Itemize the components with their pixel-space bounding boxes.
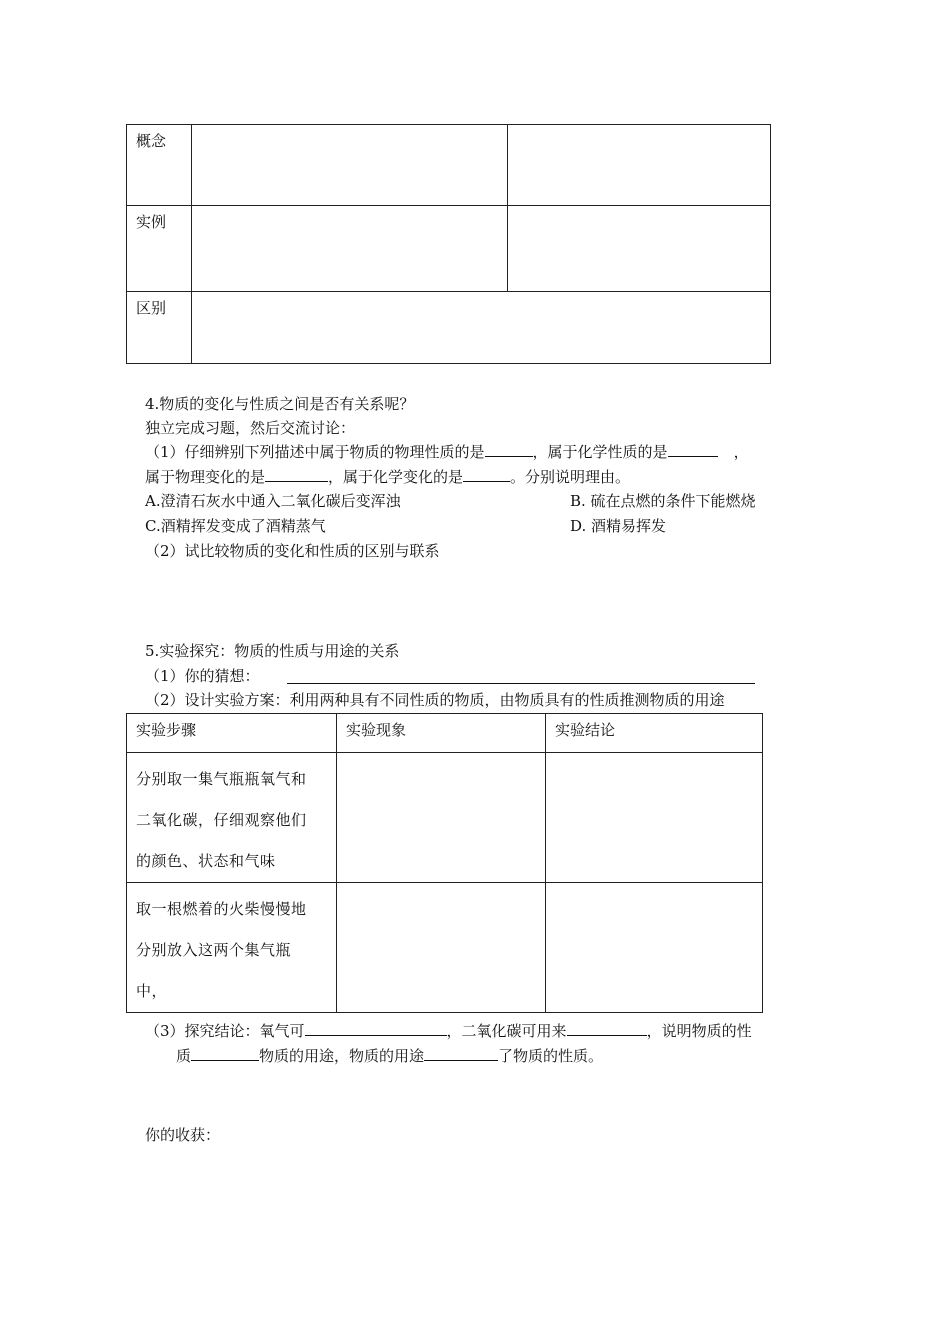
- option-b: B. 硫在点燃的条件下能燃烧: [570, 492, 756, 510]
- header-phenomena: 实验现象: [337, 714, 546, 753]
- comparison-table: [126, 124, 771, 364]
- experiment-table: [126, 713, 763, 1013]
- blank-chemical-change[interactable]: [463, 467, 510, 482]
- blank-oxygen-use[interactable]: [305, 1021, 447, 1036]
- option-d: D. 酒精易挥发: [570, 517, 667, 535]
- phenomena-cell-2[interactable]: [337, 883, 546, 1013]
- row-label-example: 实例: [127, 206, 192, 292]
- row-label-concept: 概念: [127, 125, 192, 206]
- conclusion-cell-1[interactable]: [546, 753, 763, 883]
- blank-physical-change[interactable]: [265, 467, 328, 482]
- step-2-cell: [127, 883, 337, 1013]
- concept-cell-1[interactable]: [192, 125, 508, 206]
- step-1-line: 二氧化碳，仔细观察他们: [136, 811, 307, 829]
- q5-conclusion-line2: 质 物质的用途，物质的用途 了物质的性质。: [176, 1047, 604, 1065]
- q4-title: 4.物质的变化与性质之间是否有关系呢？: [145, 395, 415, 413]
- q5-design: （2）设计实验方案：利用两种具有不同性质的物质，由物质具有的性质推测物质的用途: [145, 691, 725, 709]
- example-cell-1[interactable]: [192, 206, 508, 292]
- row-label-difference: 区别: [127, 292, 192, 364]
- step-2-line: 取一根燃着的火柴慢慢地: [136, 900, 307, 918]
- step-1-cell: [127, 753, 337, 883]
- step-2-line: 中，: [136, 982, 168, 1000]
- blank-chemical-property[interactable]: [668, 442, 718, 457]
- header-conclusion: 实验结论: [546, 714, 763, 753]
- concept-cell-2[interactable]: [508, 125, 771, 206]
- q5-title: 5.实验探究：物质的性质与用途的关系: [145, 642, 400, 660]
- blank-property-relation[interactable]: [191, 1046, 259, 1061]
- header-steps: 实验步骤: [127, 714, 337, 753]
- q5-conclusion-line1: （3）探究结论：氧气可 ，二氧化碳可用来 ，说明物质的性: [145, 1022, 752, 1040]
- q4-instruction: 独立完成习题，然后交流讨论：: [145, 419, 356, 437]
- q4-part1-line1: （1）仔细辨别下列描述中属于物质的物理性质的是 ，属于化学性质的是 ，: [145, 443, 749, 461]
- blank-physical-property[interactable]: [485, 442, 533, 457]
- guess-blank-line[interactable]: [287, 683, 755, 684]
- phenomena-cell-1[interactable]: [337, 753, 546, 883]
- q5-guess: （1）你的猜想：: [145, 667, 260, 685]
- difference-cell[interactable]: [192, 292, 771, 364]
- step-1-line: 分别取一集气瓶瓶氧气和: [136, 770, 307, 788]
- example-cell-2[interactable]: [508, 206, 771, 292]
- harvest-label: 你的收获：: [145, 1126, 221, 1144]
- step-1-line: 的颜色、状态和气味: [136, 852, 276, 870]
- step-2-line: 分别放入这两个集气瓶: [136, 941, 292, 959]
- blank-use-relation[interactable]: [424, 1046, 498, 1061]
- option-a: A.澄清石灰水中通入二氧化碳后变浑浊: [145, 492, 401, 510]
- option-c: C.酒精挥发变成了酒精蒸气: [145, 517, 326, 535]
- blank-co2-use[interactable]: [567, 1021, 647, 1036]
- q4-part2: （2）试比较物质的变化和性质的区别与联系: [145, 542, 440, 560]
- q4-part1-line2: 属于物理变化的是 ，属于化学变化的是 。分别说明理由。: [145, 468, 631, 486]
- conclusion-cell-2[interactable]: [546, 883, 763, 1013]
